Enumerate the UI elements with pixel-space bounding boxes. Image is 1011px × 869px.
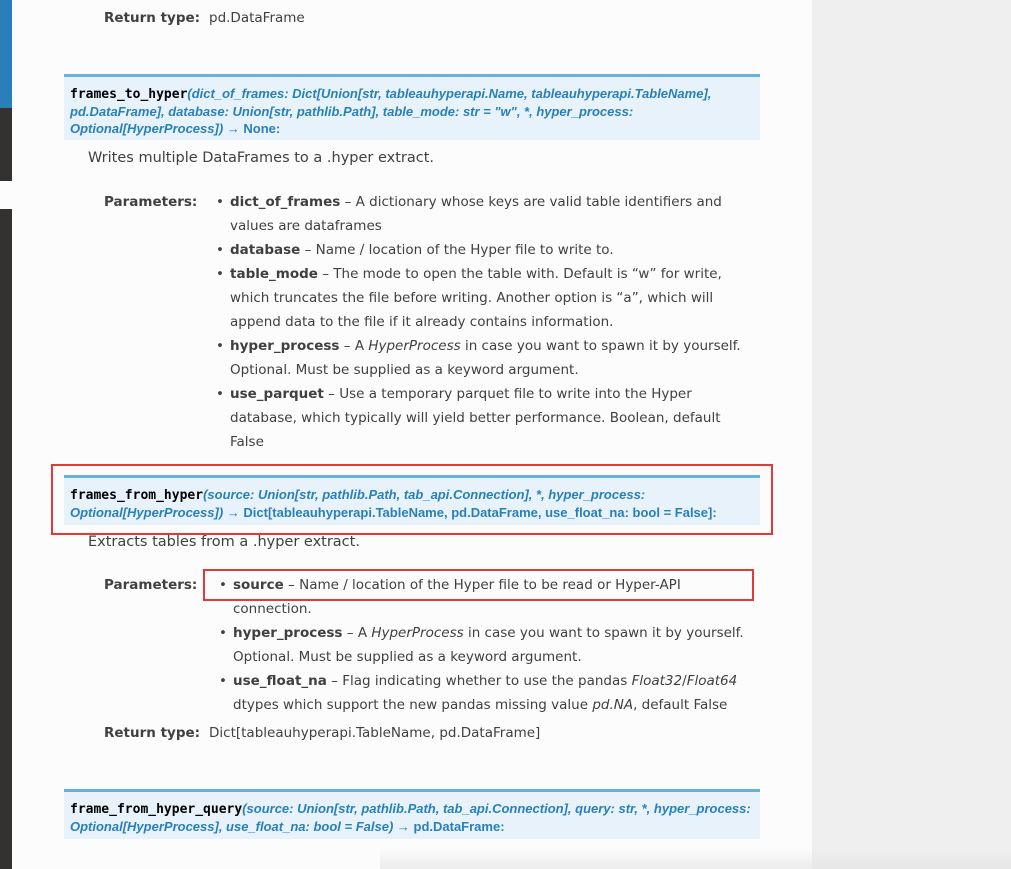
return-type-value: Dict[tableauhyperapi.TableName, pd.DataFrame] <box>209 725 541 741</box>
param-item <box>216 262 756 334</box>
param-item <box>219 621 759 669</box>
param-desc-rest: in case you want to spawn it by yourself. Optional. Must be supplied as a keyword argument. <box>233 625 744 665</box>
description-frames-to-hyper: Writes multiple DataFrames to a .hyper extract. <box>88 150 435 166</box>
function-name[interactable]: frames_to_hyper <box>70 87 188 102</box>
param-sep: – <box>342 625 358 641</box>
parameter-list <box>216 190 756 454</box>
top-return-type-value: pd.DataFrame <box>209 10 305 26</box>
param-name: hyper_process <box>230 338 340 354</box>
param-sep: – <box>326 673 343 689</box>
param-link[interactable]: HyperProcess <box>371 625 464 641</box>
param-desc-rest: in case you want to spawn it by yourself. Optional. Must be supplied as a keyword argument. <box>230 338 741 378</box>
param-item-source <box>219 573 759 621</box>
signature-frames-to-hyper <box>64 74 760 140</box>
top-return-type-label: Return type: <box>104 10 201 26</box>
param-item <box>216 382 756 454</box>
param-name: dict_of_frames <box>230 194 341 210</box>
signature-params-line1: (source: Union[str, pathlib.Path, tab_api.Connection], *, hyper_process: <box>203 487 646 502</box>
param-desc: A <box>354 338 369 354</box>
param-desc: / <box>682 673 687 689</box>
return-type-label: Return type: <box>104 725 201 741</box>
param-item <box>216 190 756 238</box>
param-sep: – <box>283 577 300 593</box>
signature-params-line1: (source: Union[str, pathlib.Path, tab_api.Connection], query: str, *, hyper_process: <box>242 801 751 816</box>
param-desc: Name / location of the Hyper file to write to. <box>315 242 614 258</box>
parameters-label: Parameters: <box>104 194 198 210</box>
param-item <box>216 238 756 262</box>
description-frames-from-hyper: Extracts tables from a .hyper extract. <box>88 534 360 550</box>
sidebar-active-marker <box>0 0 12 108</box>
param-desc: , default False <box>633 697 728 713</box>
param-em: pd.NA <box>592 697 634 713</box>
signature-frames-from-hyper <box>64 475 760 525</box>
parameters-label: Parameters: <box>104 577 198 593</box>
signature-params-line3: Optional[HyperProcess]) <box>70 121 224 136</box>
param-sep: – <box>323 386 340 402</box>
param-desc: Flag indicating whether to use the pandas <box>342 673 632 689</box>
sidebar-edge <box>0 0 12 869</box>
parameter-list <box>219 573 759 717</box>
signature-params-line2: Optional[HyperProcess], use_float_na: bool = False) <box>70 819 394 834</box>
signature-params-line2: pd.DataFrame], database: Union[str, pathlib.Path], table_mode: str = "w", *, hyper_process: <box>70 104 634 119</box>
signature-params-line1: (dict_of_frames: Dict[Union[str, tableauhyperapi.Name, tableauhyperapi.TableName], <box>187 86 712 101</box>
doc-content <box>12 0 812 869</box>
signature-params-line2: Optional[HyperProcess]) <box>70 505 224 520</box>
param-item <box>216 334 756 382</box>
sidebar-gap <box>0 181 12 209</box>
signature-return: → None: <box>223 121 281 136</box>
function-name[interactable]: frame_from_hyper_query <box>70 802 243 817</box>
param-sep: – <box>300 242 316 258</box>
param-name: database <box>230 242 301 258</box>
param-em: Float32 <box>631 673 683 689</box>
param-item <box>219 669 759 717</box>
param-name: use_float_na <box>233 673 327 689</box>
param-name: hyper_process <box>233 625 343 641</box>
param-name: table_mode <box>230 266 318 282</box>
param-em: Float64 <box>686 673 738 689</box>
function-name[interactable]: frames_from_hyper <box>70 488 204 503</box>
param-sep: – <box>317 266 334 282</box>
param-link[interactable]: HyperProcess <box>368 338 461 354</box>
param-desc: The mode to open the table with. Default is “w” for write, which truncates the file before writing. Another option is “a”, which will append data to the file if it already contains information. <box>230 266 722 330</box>
signature-frame-from-hyper-query <box>64 789 760 839</box>
bottom-shadow <box>380 848 1011 869</box>
param-sep: – <box>340 194 356 210</box>
param-desc: A dictionary whose keys are valid table identifiers and values are dataframes <box>230 194 722 234</box>
param-desc: Use a temporary parquet file to write into the Hyper database, which typically will yield better performance. Boolean, default False <box>230 386 721 450</box>
param-desc: A <box>357 625 372 641</box>
param-name: source <box>233 577 284 593</box>
right-margin <box>812 0 1011 869</box>
param-name: use_parquet <box>230 386 324 402</box>
param-sep: – <box>339 338 355 354</box>
signature-return: → Dict[tableauhyperapi.TableName, pd.DataFrame, use_float_na: bool = False]: <box>223 505 717 520</box>
param-desc: Name / location of the Hyper file to be read or Hyper-API connection. <box>233 577 681 617</box>
signature-return: → pd.DataFrame: <box>393 819 505 834</box>
param-desc: dtypes which support the new pandas missing value <box>233 697 593 713</box>
